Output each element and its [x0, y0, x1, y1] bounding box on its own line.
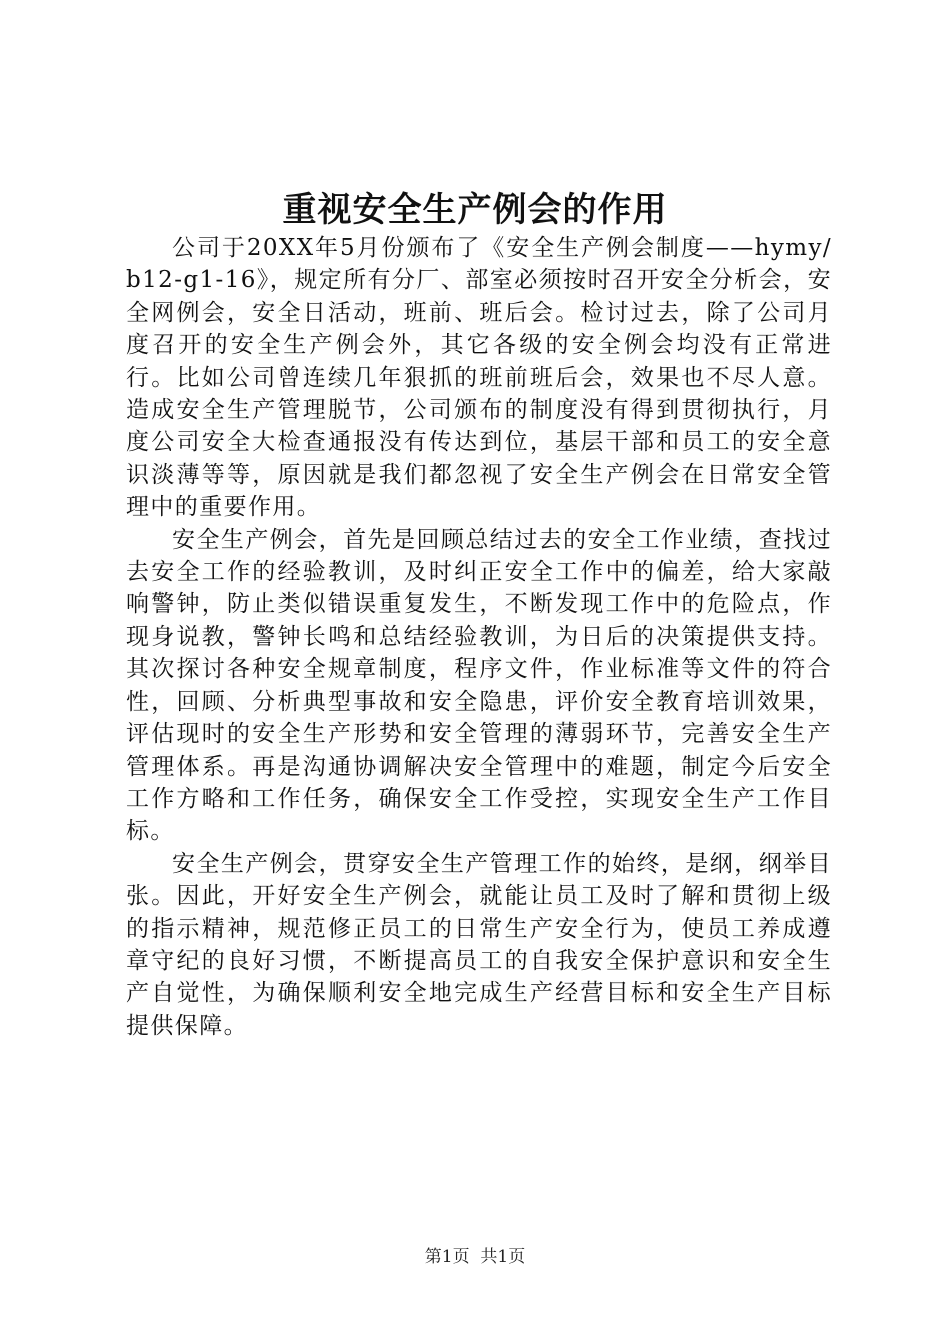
paragraph-2: 安全生产例会，首先是回顾总结过去的安全工作业绩，查找过去安全工作的经验教训，及时纠正安全工作中的偏差，给大家敲响警钟，防止类似错误重复发生，不断发现工作中的危险点，作现身说教，警钟长鸣和总结经验教训，为日后的决策提供支持。其次探讨各种安全规章制度，程序文件，作业标准等文件的符合性，回顾、分析典型事故和安全隐患，评价安全教育培训效果，评估现时的安全生产形势和安全管理的薄弱环节，完善安全生产管理体系。再是沟通协调解决安全管理中的难题，制定今后安全工作方略和工作任务，确保安全工作受控，实现安全生产工作目标。: [126, 526, 832, 845]
page-number: 第1页: [424, 1247, 470, 1267]
page-footer: [0, 1246, 950, 1268]
document-body: [126, 232, 832, 1042]
paragraph-3: 安全生产例会，贯穿安全生产管理工作的始终，是纲，纲举目张。因此，开好安全生产例会，就能让员工及时了解和贯彻上级的指示精神，规范修正员工的日常生产安全行为，使员工养成遵章守纪的良好习惯，不断提高员工的自我安全保护意识和安全生产自觉性，为确保顺利安全地完成生产经营目标和安全生产目标提供保障。: [126, 850, 832, 1039]
document-title: 重视安全生产例会的作用: [282, 190, 668, 230]
paragraph-1: 公司于20XX年5月份颁布了《安全生产例会制度——hymy/b12-g1-16》，规定所有分厂、部室必须按时召开安全分析会，安全网例会，安全日活动，班前、班后会。检讨过去，除了公司月度召开的安全生产例会外，其它各级的安全例会均没有正常进行。比如公司曾连续几年狠抓的班前班后会，效果也不尽人意。造成安全生产管理脱节，公司颁布的制度没有得到贯彻执行，月度公司安全大检查通报没有传达到位，基层干部和员工的安全意识淡薄等等，原因就是我们都忽视了安全生产例会在日常安全管理中的重要作用。: [126, 235, 832, 521]
page-total: 共1页: [480, 1247, 526, 1267]
